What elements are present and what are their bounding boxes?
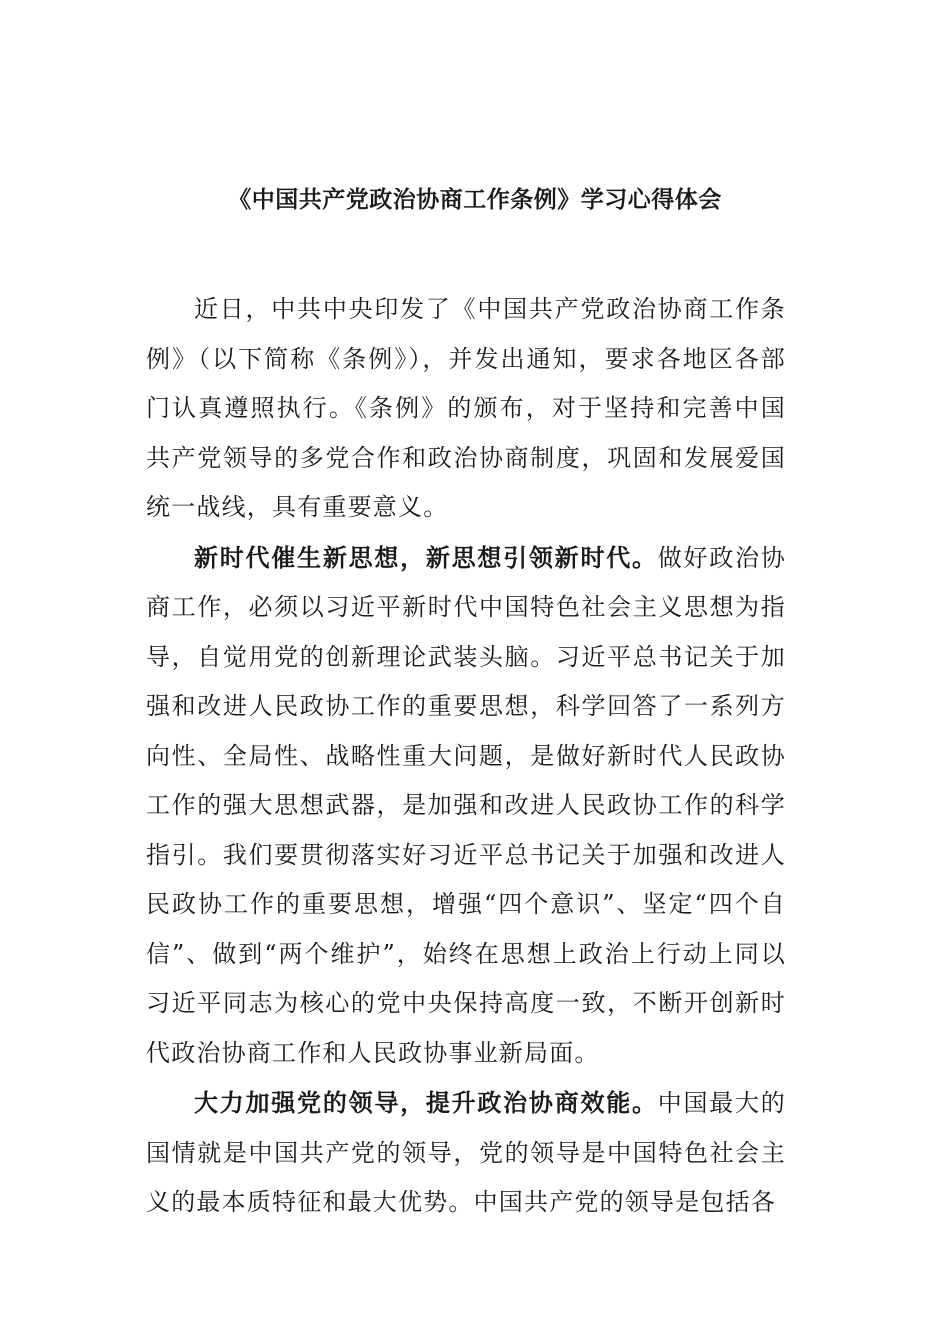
paragraph-1 <box>146 284 786 533</box>
document-title: 《中国共产党政治协商工作条例》学习心得体会 <box>228 186 722 213</box>
paragraph-3-lead: 大力加强党的领导，提升政治协商效能。 <box>194 1088 658 1117</box>
paragraph-2-lead: 新时代催生新思想，新思想引领新时代。 <box>194 542 658 572</box>
document-body <box>146 284 786 1228</box>
paragraph-2 <box>146 533 786 1079</box>
paragraph-3-text: 中国最大的国情就是中国共产党的领导，党的领导是中国特色社会主义的最本质特征和最大优势。中国共产党的领导是包括各 <box>146 1089 787 1216</box>
paragraph-3 <box>146 1078 786 1228</box>
paragraph-1-text: 近日，中共中央印发了《中国共产党政治协商工作条例》（以下简称《条例》），并发出通知，要求各地区各部门认真遵照执行。《条例》的颁布，对于坚持和完善中国共产党领导的多党合作和政治协商制度，巩固和发展爱国统一战线，具有重要意义。 <box>146 295 786 521</box>
paragraph-2-text: 做好政治协商工作，必须以习近平新时代中国特色社会主义思想为指导，自觉用党的创新理论武装头脑。习近平总书记关于加强和改进人民政协工作的重要思想，科学回答了一系列方向性、全局性、战略性重大问题，是做好新时代人民政协工作的强大思想武器，是加强和改进人民政协工作的科学指引。我们要贯彻落实好习近平总书记关于加强和改进人民政协工作的重要思想，增强“四个意识”、坚定“四个自信”、做到“两个维护”，始终在思想上政治上行动上同以习近平同志为核心的党中央保持高度一致，不断开创新时代政治协商工作和人民政协事业新局面。 <box>146 543 787 1067</box>
